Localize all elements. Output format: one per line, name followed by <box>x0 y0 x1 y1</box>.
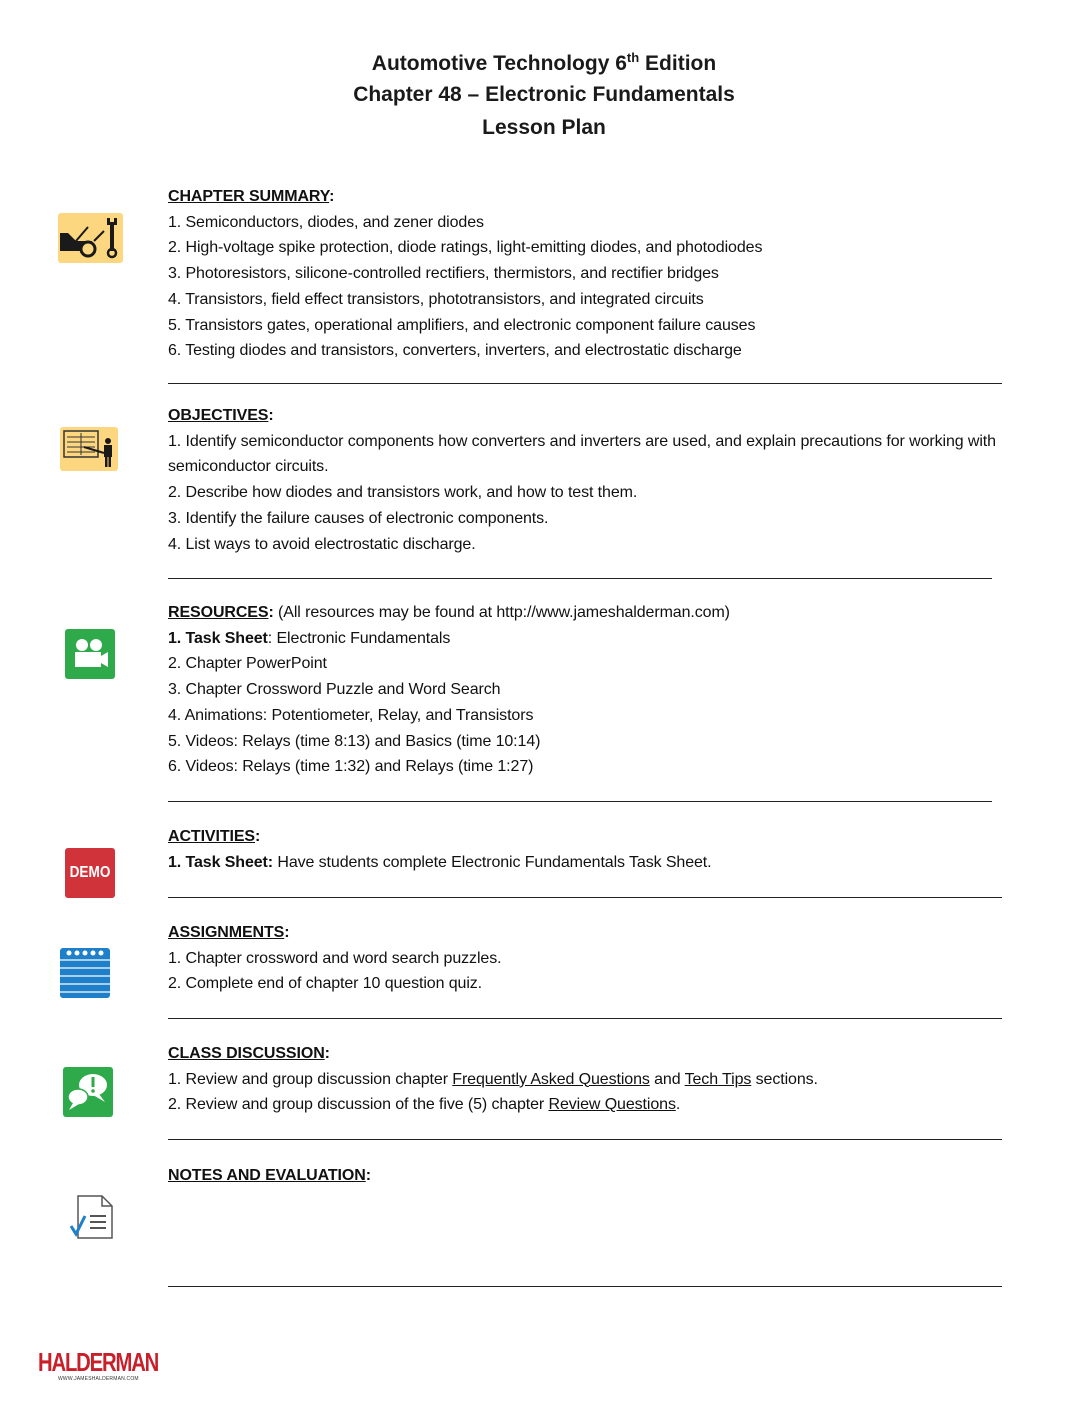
divider <box>168 1139 1002 1140</box>
divider <box>168 1286 1002 1287</box>
checklist-document-icon <box>68 1194 114 1240</box>
document-title: Automotive Technology 6th Edition <box>371 50 717 75</box>
resources-section: RESOURCES: (All resources may be found at http://www.jameshalderman.com) 1. Task Sheet: Electronic Fundamentals 2. Chapter PowerPoint 3. Chapter Crossword Puzzle and Word Search 4. Animations: Potentiometer, Relay, and Transistors 5. Videos: Relays (time 8:13) and Basics (time 10:14) 6. Videos: Relays (time 1:32) and Relays (time 1:27) <box>168 600 730 780</box>
divider <box>168 897 1002 898</box>
list-item: 5. Transistors gates, operational amplifiers, and electronic component failure causes <box>168 316 756 334</box>
objectives-section: OBJECTIVES: 1. Identify semiconductor components how converters and inverters are used, and explain precautions for working with semiconductor circuits. 2. Describe how diodes and transistors work, and how to test them. 3. Identify the failure causes of electronic components. 4. List ways to avoid electrostatic discharge. <box>168 403 1018 557</box>
chapter-summary-section: CHAPTER SUMMARY: 1. Semiconductors, diodes, and zener diodes 2. High-voltage spike protection, diode ratings, light-emitting diodes, and photodiodes 3. Photoresistors, silicone-controlled rectifiers, thermistors, and rectifier bridges 4. Transistors, field effect transistors, phototransistors, and integrated circuits 5. Transistors gates, operational amplifiers, and electronic component failure causes 6. Testing diodes and transistors, converters, inverters, and electrostatic discharge <box>168 184 762 364</box>
faq-link[interactable]: Frequently Asked Questions <box>452 1070 650 1088</box>
section-heading: OBJECTIVES <box>168 407 269 424</box>
list-item: 5. Videos: Relays (time 8:13) and Basics (time 10:14) <box>168 732 541 750</box>
list-item: 1. Identify semiconductor components how converters and inverters are used, and explain precautions for working with semiconductor circuits. <box>168 432 996 476</box>
notes-section: NOTES AND EVALUATION: <box>168 1167 371 1184</box>
list-item: 6. Testing diodes and transistors, converters, inverters, and electrostatic discharge <box>168 342 742 360</box>
list-item: 2. Complete end of chapter 10 question quiz. <box>168 975 483 993</box>
review-questions-link[interactable]: Review Questions <box>548 1096 676 1114</box>
class-discussion-section: CLASS DISCUSSION: 1. Review and group discussion chapter Frequently Asked Questions and Tech Tips sections. 2. Review and group discussion of the five (5) chapter Review Questions. <box>168 1041 818 1118</box>
video-camera-icon <box>65 629 115 679</box>
section-heading: ACTIVITIES <box>168 828 256 845</box>
list-item: 2. High-voltage spike protection, diode ratings, light-emitting diodes, and photodiodes <box>168 239 763 257</box>
list-item: 2. Review and group discussion of the five (5) chapter Review Questions. <box>168 1096 681 1114</box>
section-heading: CLASS DISCUSSION <box>168 1045 325 1062</box>
assignments-section: ASSIGNMENTS: 1. Chapter crossword and word search puzzles. 2. Complete end of chapter 10 question quiz. <box>168 920 501 997</box>
notepad-icon <box>60 948 110 998</box>
divider <box>168 801 992 802</box>
presenter-board-icon <box>60 427 118 471</box>
chat-bubbles-icon <box>63 1067 113 1117</box>
list-item: 4. Transistors, field effect transistors, phototransistors, and integrated circuits <box>168 290 704 308</box>
list-item: 1. Task Sheet: Electronic Fundamentals <box>168 629 451 647</box>
section-heading: CHAPTER SUMMARY <box>168 188 330 205</box>
list-item: 1. Review and group discussion chapter Frequently Asked Questions and Tech Tips sections. <box>168 1070 818 1088</box>
list-item: 6. Videos: Relays (time 1:32) and Relays (time 1:27) <box>168 758 534 776</box>
resources-note: (All resources may be found at http://www.jameshalderman.com) <box>273 604 730 621</box>
list-item: 1. Semiconductors, diodes, and zener diodes <box>168 213 484 231</box>
section-heading: ASSIGNMENTS <box>168 924 285 941</box>
activities-section: ACTIVITIES: 1. Task Sheet: Have students complete Electronic Fundamentals Task Sheet. <box>168 824 712 875</box>
section-heading: RESOURCES <box>168 604 269 621</box>
tech-tips-link[interactable]: Tech Tips <box>684 1070 752 1088</box>
list-item: 2. Describe how diodes and transistors work, and how to test them. <box>168 484 638 502</box>
list-item: 1. Task Sheet: Have students complete Electronic Fundamentals Task Sheet. <box>168 853 712 871</box>
divider <box>168 1018 1002 1019</box>
section-heading: NOTES AND EVALUATION <box>168 1167 366 1184</box>
list-item: 4. List ways to avoid electrostatic discharge. <box>168 535 476 553</box>
chapter-title: Chapter 48 – Electronic Fundamentals <box>353 83 735 106</box>
divider <box>168 578 992 579</box>
list-item: 4. Animations: Potentiometer, Relay, and Transistors <box>168 706 534 724</box>
list-item: 3. Photoresistors, silicone-controlled rectifiers, thermistors, and rectifier bridges <box>168 265 719 283</box>
demo-icon: DEMO <box>65 848 115 898</box>
list-item: 3. Identify the failure causes of electronic components. <box>168 509 549 527</box>
car-repair-icon <box>58 213 123 263</box>
list-item: 1. Chapter crossword and word search puzzles. <box>168 949 502 967</box>
lesson-plan-title: Lesson Plan <box>482 116 606 139</box>
divider <box>168 383 1002 384</box>
halderman-logo: HALDERMAN WWW.JAMESHALDERMAN.COM <box>38 1347 159 1382</box>
list-item: 3. Chapter Crossword Puzzle and Word Search <box>168 681 501 699</box>
list-item: 2. Chapter PowerPoint <box>168 655 327 673</box>
